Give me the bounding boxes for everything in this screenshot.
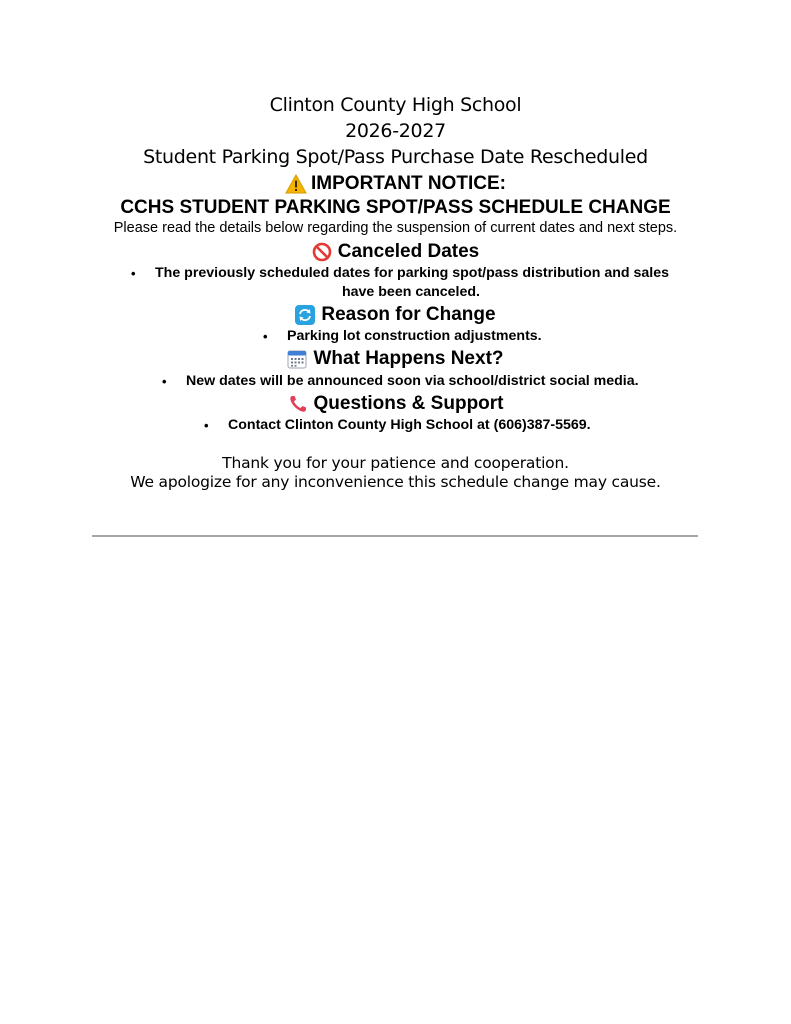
bullet-text-line1: The previously scheduled dates for parking spot/pass distribution and sales (155, 265, 670, 281)
document-subtitle: Student Parking Spot/Pass Purchase Date Rescheduled (143, 146, 648, 168)
bullet-text-line1: Contact Clinton County High School at (606)387-5569. (228, 417, 591, 433)
important-notice-title: IMPORTANT NOTICE: (311, 173, 506, 194)
section-reason-heading (0, 304, 791, 326)
important-notice-heading (0, 173, 791, 195)
bullet-text-line2: have been canceled. (341, 284, 480, 300)
school-name: Clinton County High School (269, 94, 522, 116)
bullet-text-line1: Parking lot construction adjustments. (287, 328, 542, 344)
refresh-icon (295, 305, 315, 325)
section-next-heading (0, 348, 791, 370)
section-heading-text: Canceled Dates (337, 241, 480, 262)
section-canceled-dates-heading (0, 241, 791, 263)
prohibited-icon (312, 242, 332, 262)
closing-apology: We apologize for any inconvenience this schedule change may cause. (130, 473, 661, 491)
section-questions-heading (0, 393, 791, 415)
closing-thanks: Thank you for your patience and cooperation. (222, 454, 569, 472)
calendar-icon (287, 349, 307, 369)
phone-icon (288, 394, 308, 414)
section-heading-text: What Happens Next? (313, 348, 504, 369)
notice-intro: Please read the details below regarding the suspension of current dates and next steps. (113, 220, 678, 236)
bullet-dot: • (131, 266, 136, 281)
section-heading-text: Questions & Support (313, 393, 504, 414)
horizontal-divider (92, 535, 698, 537)
bullet-dot: • (204, 418, 209, 433)
bullet-text-line1: New dates will be announced soon via school/district social media. (186, 373, 639, 389)
section-heading-text: Reason for Change (321, 304, 496, 325)
warning-icon (285, 174, 305, 194)
notice-headline: CCHS STUDENT PARKING SPOT/PASS SCHEDULE CHANGE (120, 197, 671, 218)
bullet-dot: • (162, 374, 167, 389)
bullet-dot: • (263, 329, 268, 344)
school-year: 2026-2027 (345, 120, 446, 142)
